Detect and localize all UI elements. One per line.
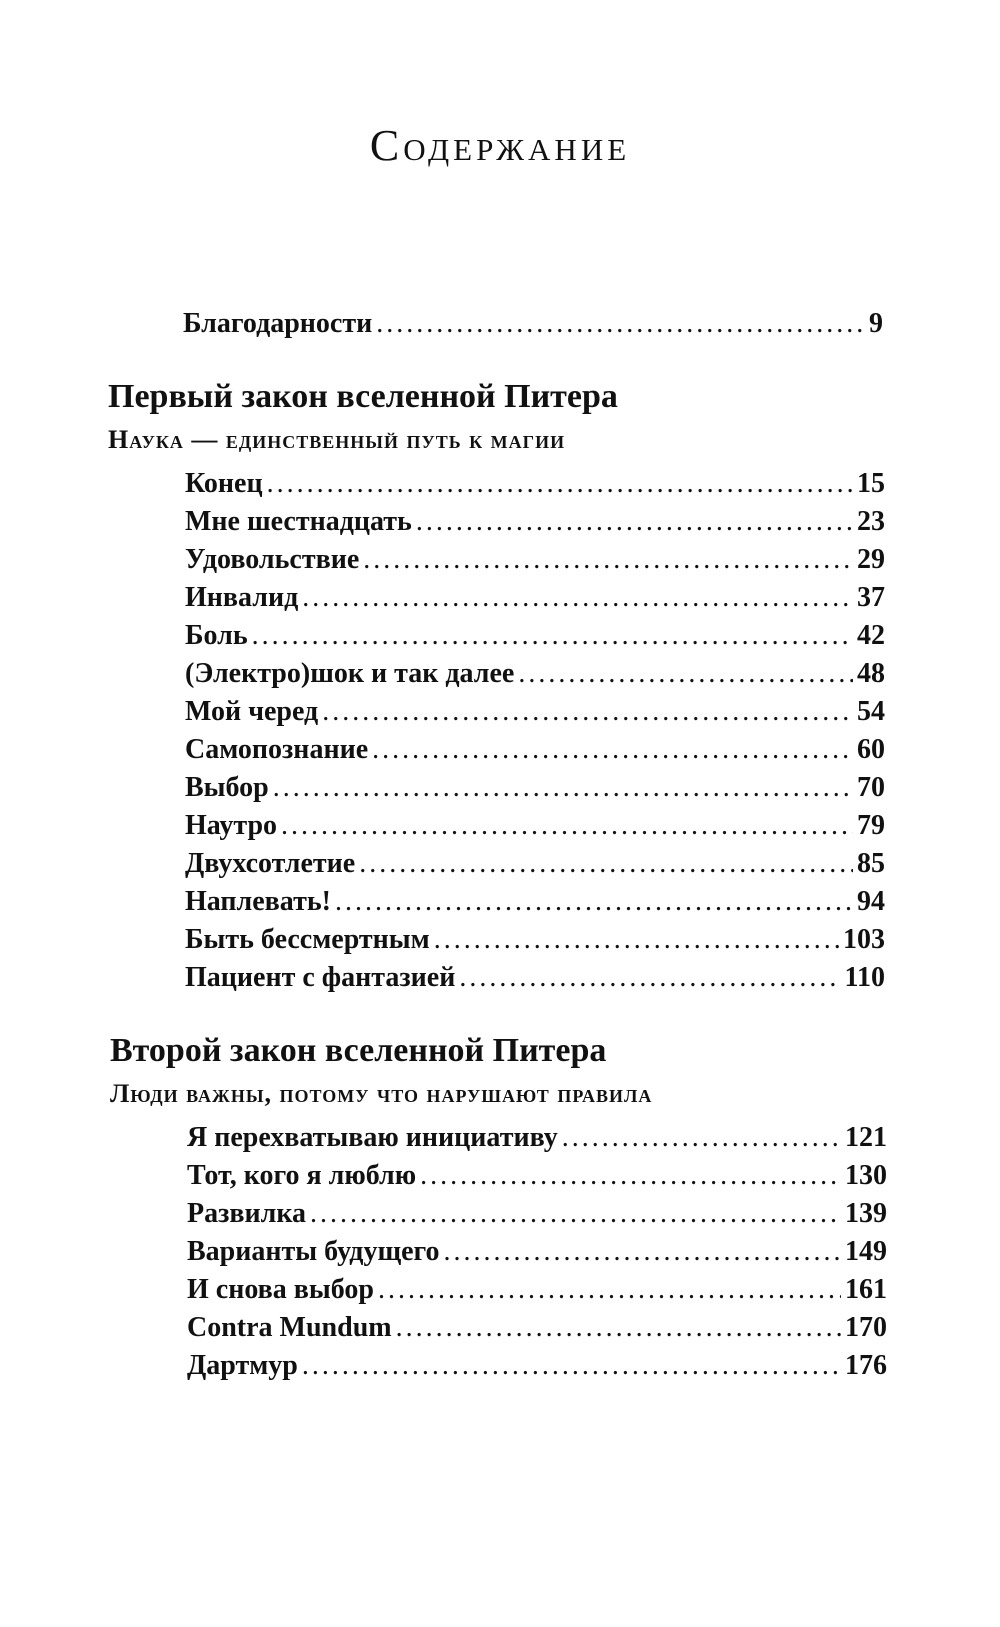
toc-entry-page: 170 [845,1312,887,1343]
dot-leader [562,1120,841,1156]
toc-entry-label: Тот, кого я люблю [187,1160,417,1191]
dot-leader [396,1310,841,1346]
toc-entry[interactable] [185,846,885,882]
dot-leader [322,694,853,730]
toc-entry-label: Варианты будущего [187,1236,440,1267]
toc-entry-label: Развилка [187,1198,307,1229]
toc-entry[interactable] [185,732,885,768]
toc-entry[interactable] [187,1234,887,1270]
part-2-title: Второй закон вселенной Питера [110,1032,607,1069]
dot-leader [378,1272,841,1308]
toc-entry-label: Пациент с фантазией [185,962,456,993]
dot-leader [459,960,840,996]
toc-entry[interactable] [187,1196,887,1232]
toc-entry[interactable] [187,1120,887,1156]
toc-entry-label: Мой черед [185,696,319,727]
toc-entry-label: Contra Mundum [187,1312,392,1343]
toc-entry-label: Конец [185,468,263,499]
dot-leader [281,808,853,844]
toc-entry[interactable] [185,542,885,578]
toc-entry-page: 94 [857,886,885,917]
toc-entry-page: 23 [857,506,885,537]
toc-entry-label: Благодарности [183,308,373,339]
toc-entry-label: Наплевать! [185,886,331,917]
toc-entry-page: 42 [857,620,885,651]
dot-leader [310,1196,841,1232]
toc-entry[interactable] [187,1310,887,1346]
toc-entry[interactable] [187,1158,887,1194]
toc-entry-page: 149 [845,1236,887,1267]
toc-entry-page: 9 [869,308,883,339]
toc-entry-label: Удовольствие [185,544,360,575]
toc-entry[interactable] [185,960,885,996]
toc-entry[interactable] [185,618,885,654]
part-2-subtitle: Люди важны, потому что нарушают правила [110,1079,653,1108]
toc-entry[interactable] [185,504,885,540]
toc-entry-page: 15 [857,468,885,499]
toc-entry-page: 60 [857,734,885,765]
toc-entry-label: Дартмур [187,1350,298,1381]
dot-leader [267,466,853,502]
dot-leader [444,1234,841,1270]
toc-entry-acknowledgements[interactable] [183,306,883,342]
toc-entry-label: Инвалид [185,582,299,613]
toc-entry-page: 70 [857,772,885,803]
toc-entry-page: 48 [857,658,885,689]
toc-entry-page: 139 [845,1198,887,1229]
dot-leader [376,306,865,342]
toc-entry-label: Мне шестнадцать [185,506,412,537]
toc-entry-label: Я перехватываю инициативу [187,1122,558,1153]
toc-entry-page: 130 [845,1160,887,1191]
page-title: Содержание [369,121,631,170]
dot-leader [302,580,853,616]
toc-entry-page: 110 [844,962,885,993]
toc-entry-label: Быть бессмертным [185,924,430,955]
toc-entry-label: И снова выбор [187,1274,374,1305]
dot-leader [273,770,853,806]
toc-entry-page: 121 [845,1122,887,1153]
toc-entry[interactable] [185,656,885,692]
toc-entry[interactable] [185,922,885,958]
toc-entry-page: 37 [857,582,885,613]
toc-entry-page: 176 [845,1350,887,1381]
dot-leader [434,922,839,958]
toc-entry[interactable] [187,1272,887,1308]
toc-entry-label: Двухсотлетие [185,848,356,879]
toc-entry[interactable] [185,466,885,502]
toc-entry[interactable] [187,1348,887,1384]
toc-entry-page: 79 [857,810,885,841]
dot-leader [416,504,853,540]
toc-entry[interactable] [185,770,885,806]
toc-entry-label: Самопознание [185,734,369,765]
dot-leader [252,618,853,654]
toc-entry[interactable] [185,580,885,616]
dot-leader [359,846,853,882]
toc-entry-page: 29 [857,544,885,575]
toc-entry-page: 85 [857,848,885,879]
part-1-title: Первый закон вселенной Питера [108,378,618,415]
toc-entry-label: Выбор [185,772,269,803]
toc-entry-label: Наутро [185,810,278,841]
part-1-subtitle: Наука — единственный путь к магии [108,425,566,454]
toc-entry-page: 103 [843,924,885,955]
toc-entry-page: 54 [857,696,885,727]
dot-leader [372,732,853,768]
toc-entry-page: 161 [845,1274,887,1305]
dot-leader [420,1158,841,1194]
toc-entry[interactable] [185,884,885,920]
dot-leader [335,884,853,920]
dot-leader [518,656,853,692]
dot-leader [363,542,853,578]
toc-entry[interactable] [185,808,885,844]
toc-entry-label: (Электро)шок и так далее [185,658,515,689]
dot-leader [302,1348,841,1384]
toc-entry[interactable] [185,694,885,730]
toc-entry-label: Боль [185,620,248,651]
